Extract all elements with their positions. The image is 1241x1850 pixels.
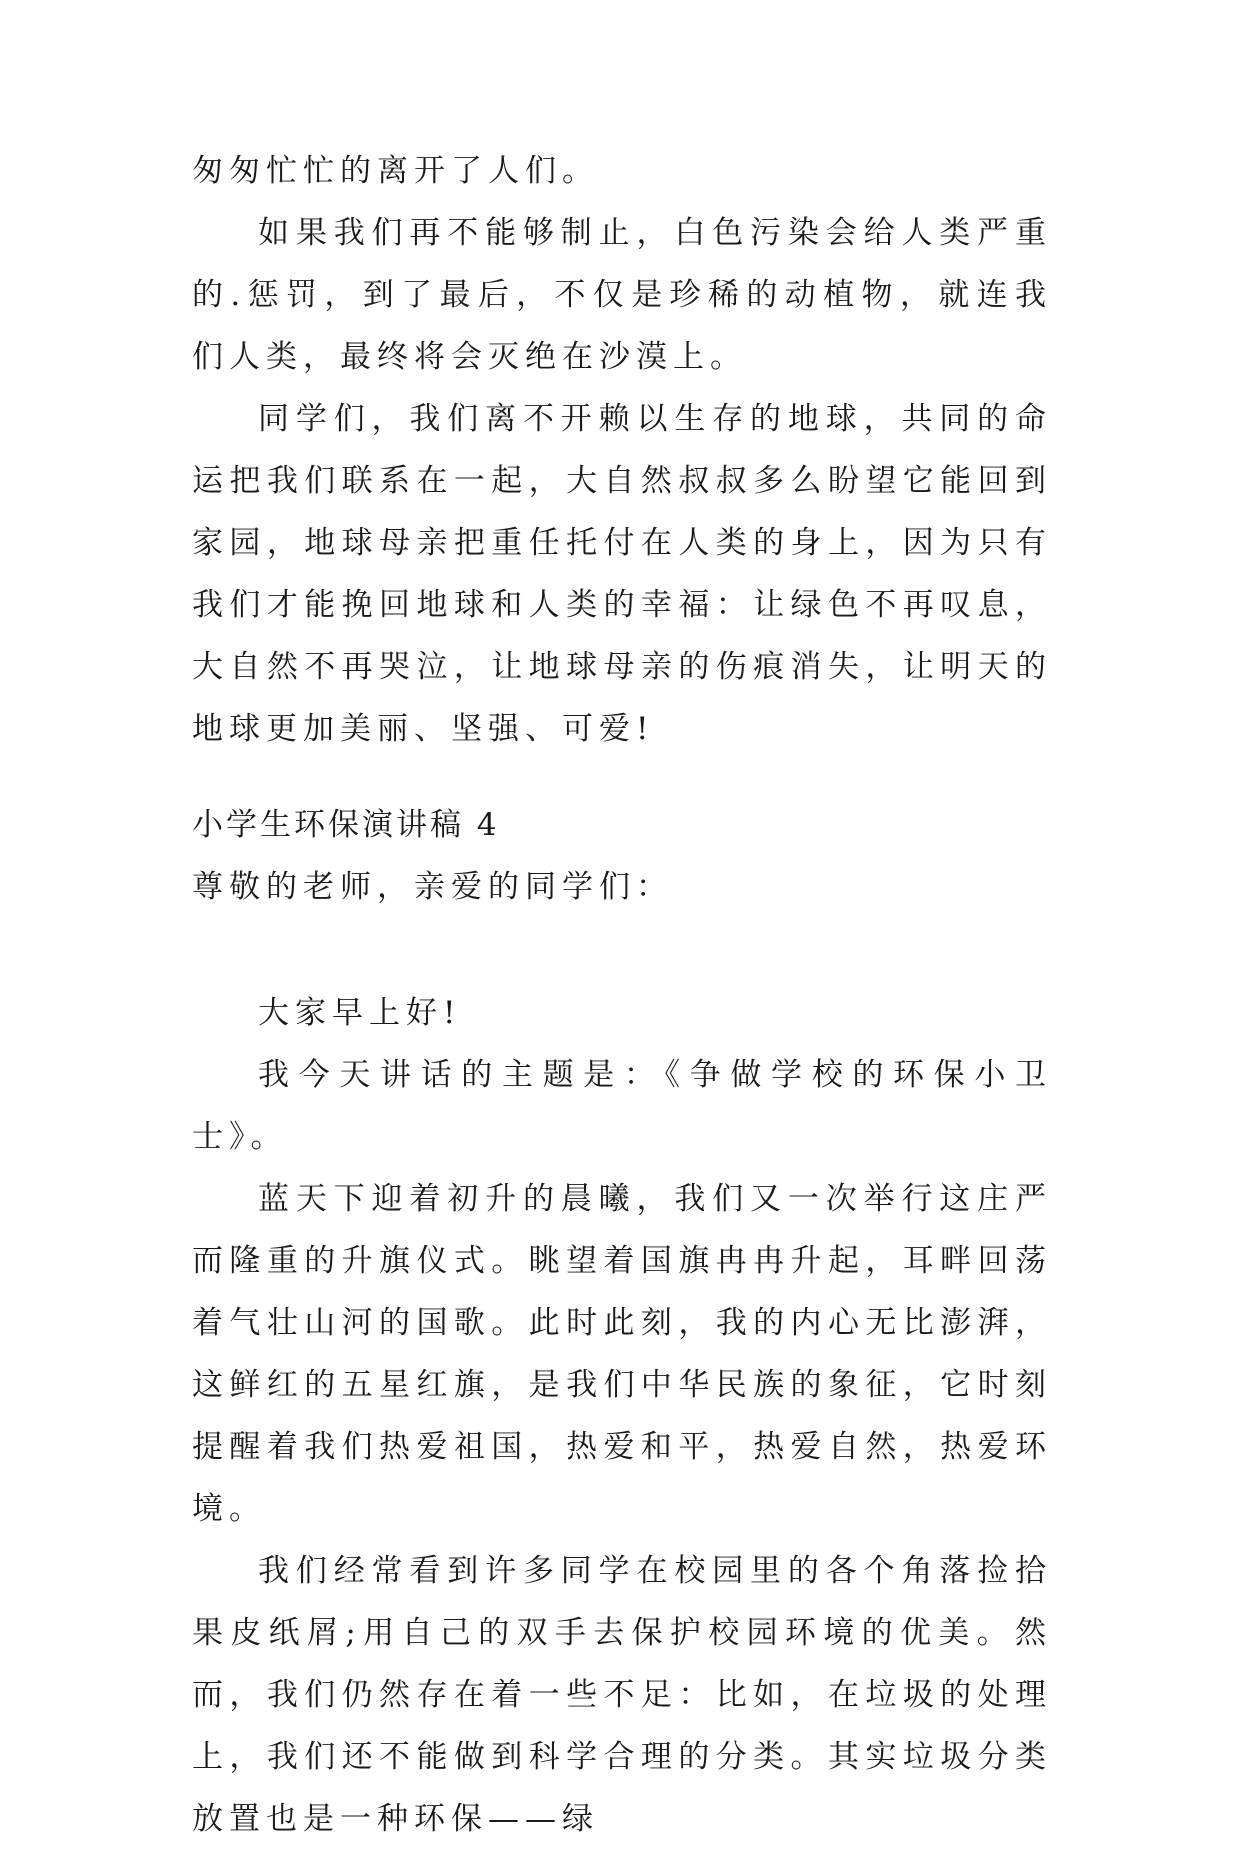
paragraph: 如果我们再不能够制止，白色污染会给人类严重的.惩罚，到了最后，不仅是珍稀的动植物，就连我们人类，最终将会灭绝在沙漠上。 bbox=[192, 215, 1052, 375]
document-page bbox=[192, 140, 1052, 1850]
paragraph: 同学们，我们离不开赖以生存的地球，共同的命运把我们联系在一起，大自然叔叔多么盼望它能回到家园，地球母亲把重任托付在人类的身上，因为只有我们才能挽回地球和人类的幸福：让绿色不再叹息，大自然不再哭泣，让地球母亲的伤痕消失，让明天的地球更加美丽、坚强、可爱! bbox=[192, 401, 1052, 747]
spacer bbox=[192, 760, 1052, 794]
paragraph: 蓝天下迎着初升的晨曦，我们又一次举行这庄严而隆重的升旗仪式。眺望着国旗冉冉升起，耳畔回荡着气壮山河的国歌。此时此刻，我的内心无比澎湃，这鲜红的五星红旗，是我们中华民族的象征，它时刻提醒着我们热爱祖国，热爱和平，热爱自然，热爱环境。 bbox=[192, 1181, 1052, 1527]
salutation: 尊敬的老师，亲爱的同学们： bbox=[192, 869, 673, 905]
paragraph-continuation: 匆匆忙忙的离开了人们。 bbox=[192, 153, 599, 189]
paragraph: 我今天讲话的主题是：《争做学校的环保小卫士》。 bbox=[192, 1057, 1052, 1155]
greeting: 大家早上好! bbox=[258, 995, 462, 1031]
section-title: 小学生环保演讲稿 4 bbox=[192, 807, 500, 843]
spacer bbox=[192, 918, 1052, 982]
paragraph: 我们经常看到许多同学在校园里的各个角落捡拾果皮纸屑;用自己的双手去保护校园环境的优美。然而，我们仍然存在着一些不足：比如，在垃圾的处理上，我们还不能做到科学合理的分类。其实垃圾分类放置也是一种环保——绿 bbox=[192, 1553, 1052, 1837]
